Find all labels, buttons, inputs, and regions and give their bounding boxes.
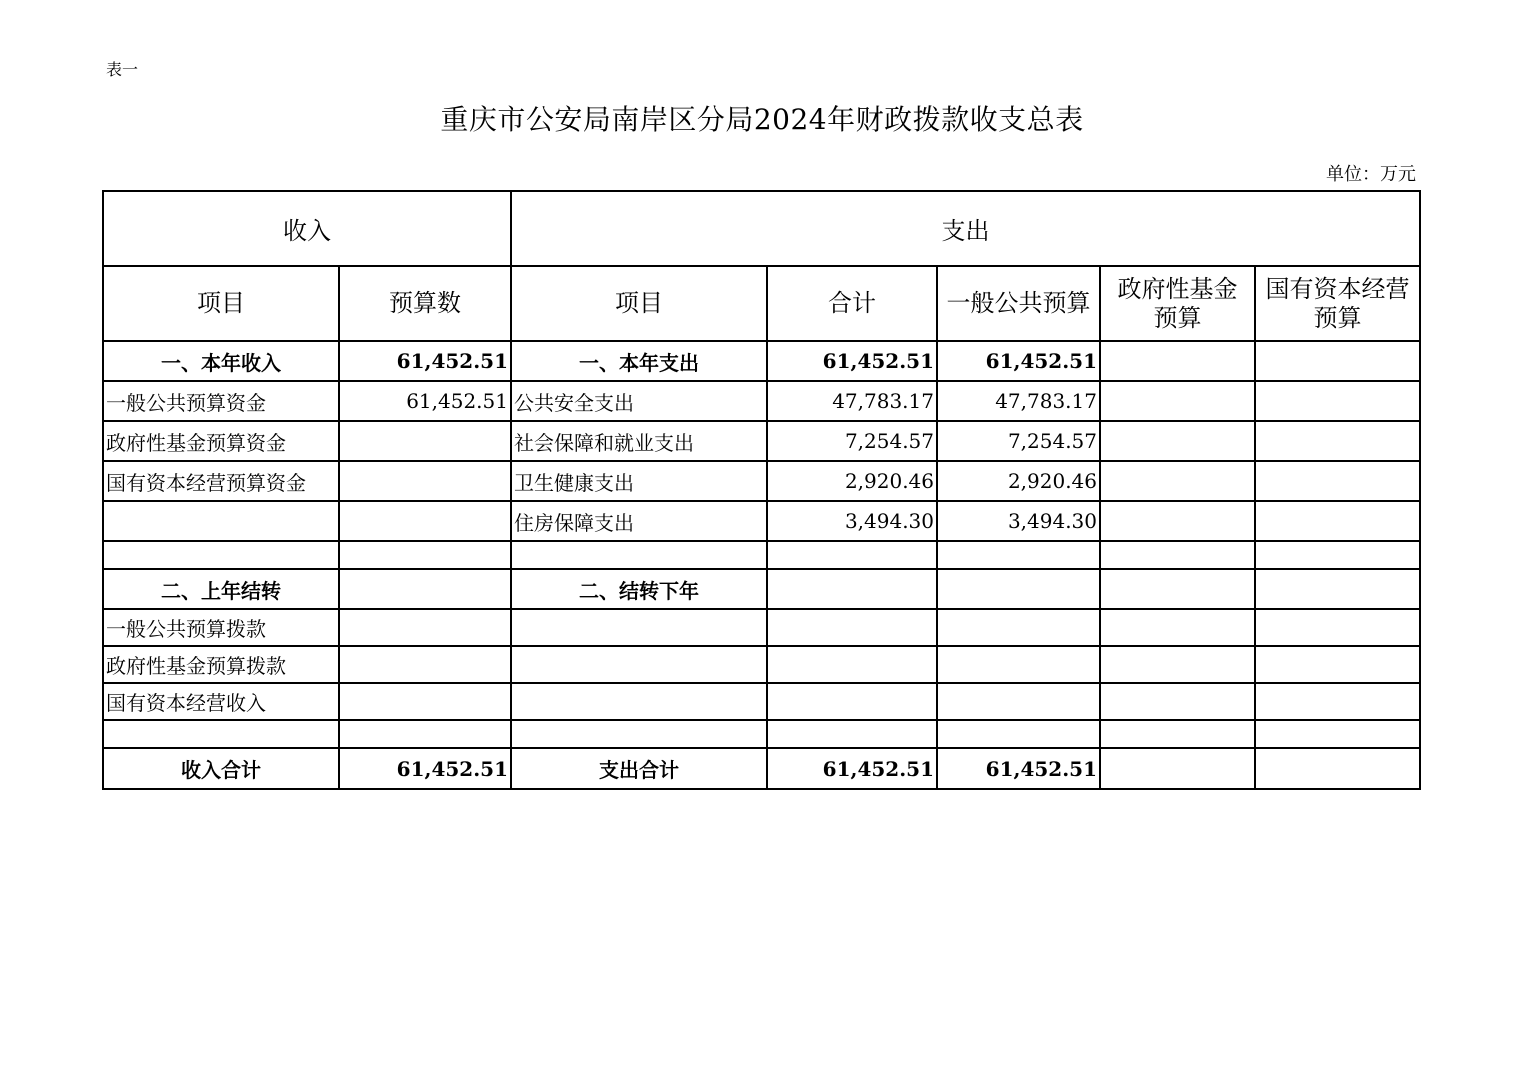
state-capital-budget-cell	[1255, 569, 1420, 609]
expense-total-cell	[767, 720, 937, 748]
gov-fund-budget-cell	[1100, 569, 1255, 609]
income-item-cell	[103, 541, 339, 569]
state-capital-budget-cell	[1255, 501, 1420, 541]
general-budget-cell: 2,920.46	[937, 461, 1100, 501]
expense-group-header: 支出	[511, 191, 1420, 266]
col-income-budget: 预算数	[339, 266, 511, 341]
income-budget-cell: 61,452.51	[339, 341, 511, 381]
expense-total-cell: 47,783.17	[767, 381, 937, 421]
expense-total-cell	[767, 541, 937, 569]
total-row	[103, 748, 1420, 789]
unit-label: 单位：万元	[1326, 164, 1416, 185]
income-item-cell: 一般公共预算拨款	[103, 609, 339, 646]
income-item-cell: 政府性基金预算资金	[103, 421, 339, 461]
gov-fund-budget-cell	[1100, 541, 1255, 569]
expense-item-cell: 二、结转下年	[511, 569, 767, 609]
income-budget-cell	[339, 609, 511, 646]
table-row	[103, 381, 1420, 421]
income-budget-cell	[339, 421, 511, 461]
general-budget-total-value: 61,452.51	[937, 748, 1100, 789]
income-budget-cell	[339, 461, 511, 501]
income-item-cell	[103, 720, 339, 748]
expense-item-cell: 一、本年支出	[511, 341, 767, 381]
table-row	[103, 720, 1420, 748]
col-income-item: 项目	[103, 266, 339, 341]
column-header-row	[103, 266, 1420, 341]
state-capital-budget-cell	[1255, 541, 1420, 569]
state-capital-budget-cell	[1255, 720, 1420, 748]
table-row	[103, 609, 1420, 646]
expense-item-cell: 社会保障和就业支出	[511, 421, 767, 461]
income-item-cell: 政府性基金预算拨款	[103, 646, 339, 683]
state-capital-budget-cell	[1255, 646, 1420, 683]
gov-fund-budget-cell	[1100, 683, 1255, 720]
gov-fund-budget-total-value	[1100, 748, 1255, 789]
expense-total-label: 支出合计	[511, 748, 767, 789]
table-row	[103, 683, 1420, 720]
expense-total-cell: 7,254.57	[767, 421, 937, 461]
income-budget-cell	[339, 720, 511, 748]
col-expense-item: 项目	[511, 266, 767, 341]
expense-total-cell: 3,494.30	[767, 501, 937, 541]
state-capital-budget-cell	[1255, 461, 1420, 501]
group-header-row	[103, 191, 1420, 266]
table-row	[103, 646, 1420, 683]
gov-fund-budget-cell	[1100, 381, 1255, 421]
general-budget-cell	[937, 609, 1100, 646]
gov-fund-budget-cell	[1100, 720, 1255, 748]
expense-item-cell	[511, 683, 767, 720]
general-budget-cell	[937, 720, 1100, 748]
expense-total-cell	[767, 609, 937, 646]
general-budget-cell: 61,452.51	[937, 341, 1100, 381]
state-capital-budget-total-value	[1255, 748, 1420, 789]
income-item-cell	[103, 501, 339, 541]
gov-fund-budget-cell	[1100, 501, 1255, 541]
income-budget-cell	[339, 683, 511, 720]
state-capital-budget-cell	[1255, 341, 1420, 381]
income-budget-cell	[339, 501, 511, 541]
gov-fund-budget-cell	[1100, 461, 1255, 501]
expense-item-cell: 卫生健康支出	[511, 461, 767, 501]
expense-item-cell	[511, 541, 767, 569]
table-row	[103, 461, 1420, 501]
general-budget-cell: 47,783.17	[937, 381, 1100, 421]
expense-total-cell: 2,920.46	[767, 461, 937, 501]
col-gov-fund-budget: 政府性基金预算	[1100, 266, 1255, 341]
general-budget-cell	[937, 683, 1100, 720]
table-row	[103, 541, 1420, 569]
income-budget-cell	[339, 541, 511, 569]
budget-summary-table	[102, 190, 1421, 790]
general-budget-cell	[937, 541, 1100, 569]
col-state-capital-budget: 国有资本经营预算	[1255, 266, 1420, 341]
income-item-cell: 一般公共预算资金	[103, 381, 339, 421]
expense-item-cell	[511, 609, 767, 646]
income-item-cell: 国有资本经营预算资金	[103, 461, 339, 501]
gov-fund-budget-cell	[1100, 609, 1255, 646]
expense-item-cell: 公共安全支出	[511, 381, 767, 421]
state-capital-budget-cell	[1255, 609, 1420, 646]
income-total-value: 61,452.51	[339, 748, 511, 789]
general-budget-cell	[937, 569, 1100, 609]
gov-fund-budget-cell	[1100, 646, 1255, 683]
state-capital-budget-cell	[1255, 421, 1420, 461]
income-item-cell: 二、上年结转	[103, 569, 339, 609]
expense-item-cell	[511, 646, 767, 683]
col-expense-total: 合计	[767, 266, 937, 341]
expense-total-value: 61,452.51	[767, 748, 937, 789]
state-capital-budget-cell	[1255, 381, 1420, 421]
gov-fund-budget-cell	[1100, 421, 1255, 461]
general-budget-cell	[937, 646, 1100, 683]
table-row	[103, 569, 1420, 609]
expense-item-cell	[511, 720, 767, 748]
table-row	[103, 341, 1420, 381]
general-budget-cell: 7,254.57	[937, 421, 1100, 461]
income-item-cell: 一、本年收入	[103, 341, 339, 381]
col-general-budget: 一般公共预算	[937, 266, 1100, 341]
income-budget-cell	[339, 569, 511, 609]
general-budget-cell: 3,494.30	[937, 501, 1100, 541]
income-total-label: 收入合计	[103, 748, 339, 789]
table-row	[103, 501, 1420, 541]
gov-fund-budget-cell	[1100, 341, 1255, 381]
expense-total-cell	[767, 683, 937, 720]
expense-total-cell	[767, 646, 937, 683]
table-row	[103, 421, 1420, 461]
expense-total-cell	[767, 569, 937, 609]
expense-total-cell: 61,452.51	[767, 341, 937, 381]
expense-item-cell: 住房保障支出	[511, 501, 767, 541]
income-item-cell: 国有资本经营收入	[103, 683, 339, 720]
income-budget-cell	[339, 646, 511, 683]
table-label: 表一	[106, 60, 139, 79]
income-group-header: 收入	[103, 191, 511, 266]
page-title: 重庆市公安局南岸区分局2024年财政拨款收支总表	[440, 103, 1084, 136]
state-capital-budget-cell	[1255, 683, 1420, 720]
income-budget-cell: 61,452.51	[339, 381, 511, 421]
